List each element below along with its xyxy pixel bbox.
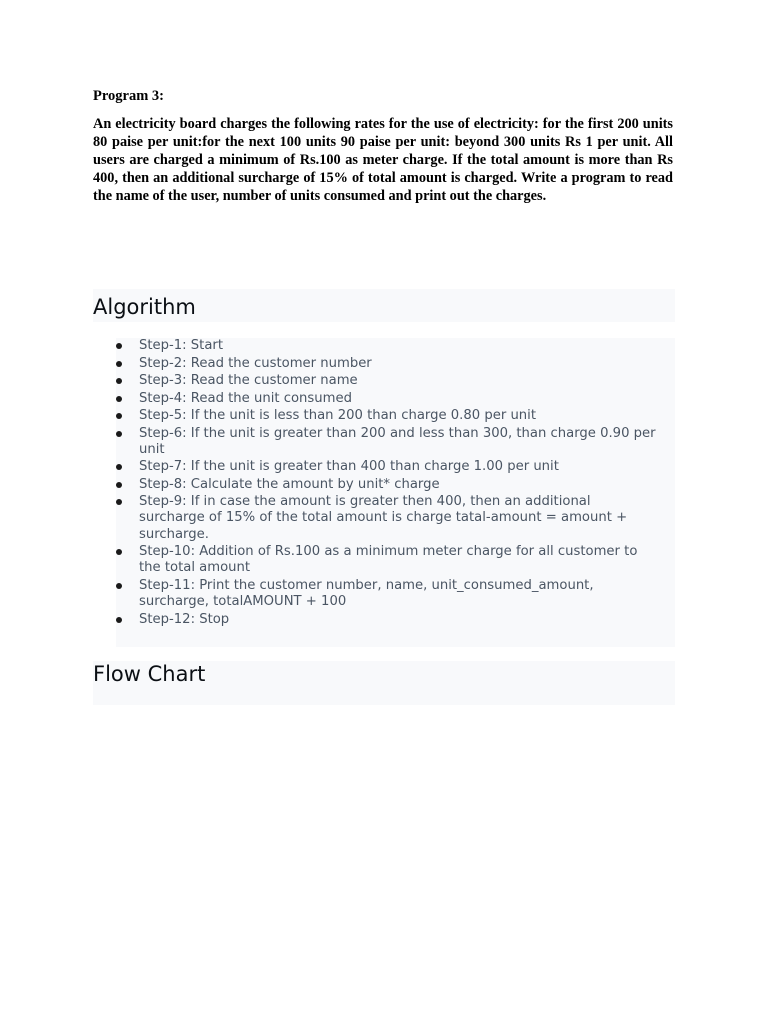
list-item [116, 459, 656, 475]
bullet-icon [116, 583, 122, 589]
bullet-icon [116, 361, 122, 367]
step-text: Step-6: If the unit is greater than 200 and less than 300, than charge 0.90 per unit [139, 425, 656, 457]
step-text: Step-12: Stop [139, 611, 230, 627]
step-text: Step-1: Start [139, 338, 224, 353]
step-text: Step-3: Read the customer name [139, 373, 358, 388]
list-item [116, 338, 656, 354]
list-item [116, 391, 656, 407]
step-text: Step-9: If in case the amount is greater then 400, then an additional surcharge of 15% of the total amount is charge tatal-amount = amount + surcharge. [139, 494, 628, 542]
list-item [116, 356, 656, 372]
bullet-icon [116, 431, 122, 437]
list-item [116, 544, 656, 576]
step-text: Step-8: Calculate the amount by unit* charge [139, 476, 440, 492]
list-item [116, 477, 656, 493]
algorithm-heading: Algorithm [93, 289, 675, 322]
bullet-icon [116, 413, 122, 419]
list-item [116, 612, 656, 628]
step-text: Step-7: If the unit is greater than 400 than charge 1.00 per unit [139, 459, 559, 475]
bullet-icon [116, 378, 122, 384]
step-text: Step-2: Read the customer number [139, 355, 372, 371]
bullet-icon [116, 343, 122, 349]
list-item [116, 426, 656, 458]
algorithm-steps-list [116, 338, 656, 629]
flowchart-heading: Flow Chart [93, 661, 675, 705]
program-title: Program 3: [93, 88, 164, 104]
bullet-icon [116, 549, 122, 555]
bullet-icon [116, 464, 122, 470]
step-text: Step-10: Addition of Rs.100 as a minimum meter charge for all customer to the total amount [139, 544, 638, 576]
bullet-icon [116, 482, 122, 488]
list-item [116, 494, 656, 543]
bullet-icon [116, 617, 122, 623]
bullet-icon [116, 396, 122, 402]
list-item [116, 578, 656, 610]
program-description: An electricity board charges the following rates for the use of electricity: for the first 200 units 80 paise per unit:for the next 100 units 90 paise per unit: beyond 300 units Rs 1 per unit. All users are charged a minimum of Rs.100 as meter charge. If the total amount is more than Rs 400, then an additional surcharge of 15% of total amount is charged. Write a program to read the name of the user, number of units consumed and print out the charges. [93, 116, 673, 204]
step-text: Step-5: If the unit is less than 200 than charge 0.80 per unit [139, 408, 536, 423]
list-item [116, 373, 656, 389]
step-text: Step-4: Read the unit consumed [139, 390, 352, 406]
bullet-icon [116, 499, 122, 505]
algorithm-steps-box [116, 338, 675, 647]
step-text: Step-11: Print the customer number, name, unit_consumed_amount, surcharge, totalAMOUNT + 100 [139, 577, 594, 610]
list-item [116, 408, 656, 424]
